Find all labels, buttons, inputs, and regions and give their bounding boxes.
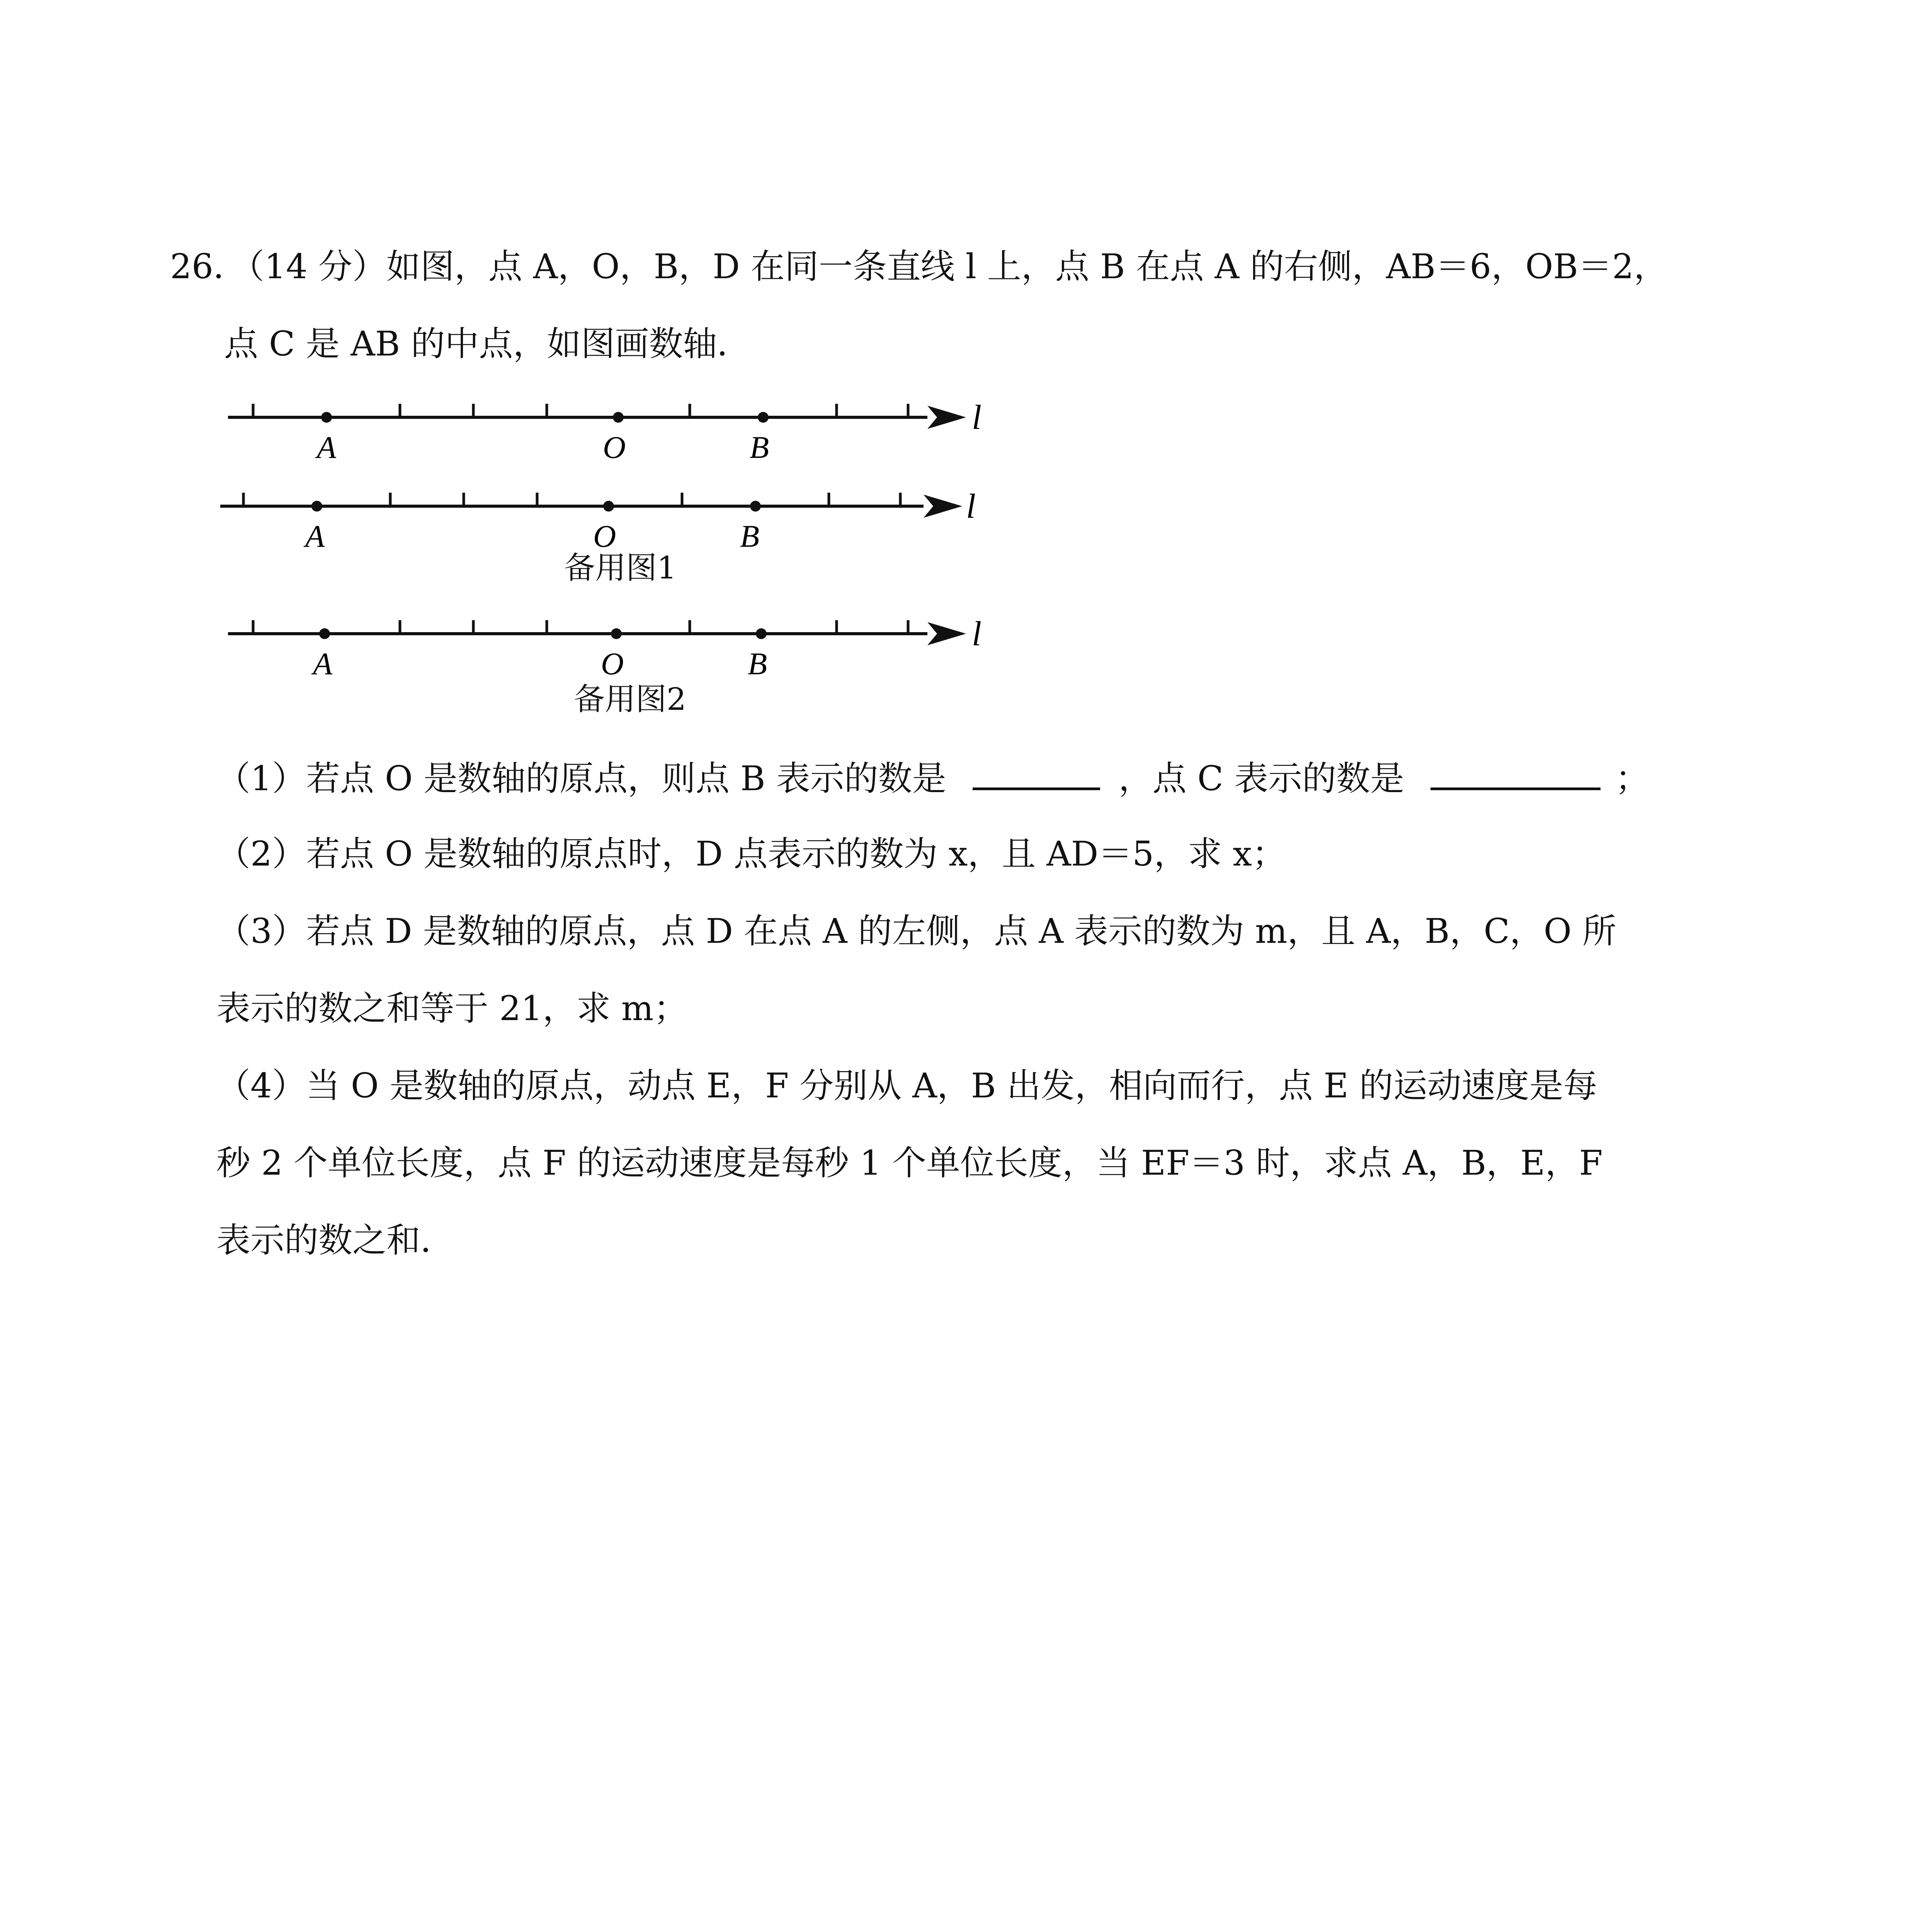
- line-l-label: l: [972, 615, 982, 653]
- point-a-label: A: [317, 430, 337, 465]
- axis-ticks: [253, 404, 908, 417]
- point-b: [756, 628, 767, 639]
- question-stem-line-1: 26．（14 分）如图，点 A，O，B，D 在同一条直线 l 上，点 B 在点 A 的右侧，AB＝6，OB＝2，: [170, 247, 1668, 286]
- point-o: [603, 501, 614, 512]
- number-line-main: [228, 398, 981, 465]
- point-o: [613, 412, 624, 423]
- part-3-line-2: 表示的数之和等于 21，求 m；: [216, 988, 688, 1028]
- point-b-label: B: [748, 646, 767, 681]
- point-b: [758, 412, 769, 423]
- point-a: [311, 501, 322, 512]
- part-1: [216, 757, 1649, 798]
- part-4-line-1: （4）当 O 是数轴的原点，动点 E，F 分别从 A，B 出发，相向而行，点 E 的运动速度是每: [216, 1066, 1597, 1105]
- point-b-label: B: [740, 519, 760, 554]
- question-stem-line-2: 点 C 是 AB 的中点，如图画数轴．: [224, 324, 751, 364]
- point-o-label: O: [593, 519, 616, 554]
- part-2: （2）若点 O 是数轴的原点时，D 点表示的数为 x，且 AD＝5，求 x；: [216, 834, 1286, 874]
- point-b: [750, 501, 761, 512]
- point-o-label: O: [601, 646, 624, 681]
- point-b-label: B: [750, 430, 769, 465]
- arrow-icon: [927, 406, 966, 429]
- point-a-label: A: [305, 519, 325, 554]
- axis-ticks: [253, 620, 908, 634]
- number-line-figures: [0, 0, 1917, 753]
- part-1-end: ；: [1615, 759, 1649, 798]
- number-line-spare-1: [220, 487, 976, 554]
- point-a-label: A: [313, 646, 333, 681]
- arrow-icon: [927, 622, 966, 645]
- point-a: [319, 628, 330, 639]
- part-1-text-b: ，点 C 表示的数是: [1118, 759, 1404, 798]
- part-3-line-1: （3）若点 D 是数轴的原点，点 D 在点 A 的左侧，点 A 表示的数为 m，且 A，B，C，O 所: [216, 911, 1617, 951]
- figure-caption-spare-1: 备用图1: [564, 550, 677, 586]
- arrow-icon: [924, 495, 962, 518]
- line-l-label: l: [972, 398, 982, 437]
- number-line-spare-2: [228, 615, 981, 681]
- point-o-label: O: [603, 430, 626, 465]
- part-1-text-a: （1）若点 O 是数轴的原点，则点 B 表示的数是: [216, 759, 946, 798]
- point-o: [611, 628, 622, 639]
- figure-caption-spare-2: 备用图2: [574, 681, 686, 717]
- part-4-line-2: 秒 2 个单位长度，点 F 的运动速度是每秒 1 个单位长度，当 EF＝3 时，求点 A，B，E，F: [216, 1143, 1603, 1183]
- part-4-line-3: 表示的数之和．: [216, 1220, 455, 1260]
- point-a: [321, 412, 332, 423]
- answer-blank-c[interactable]: [1431, 757, 1601, 790]
- line-l-label: l: [966, 487, 976, 526]
- axis-ticks: [243, 493, 900, 506]
- answer-blank-b[interactable]: [973, 757, 1100, 790]
